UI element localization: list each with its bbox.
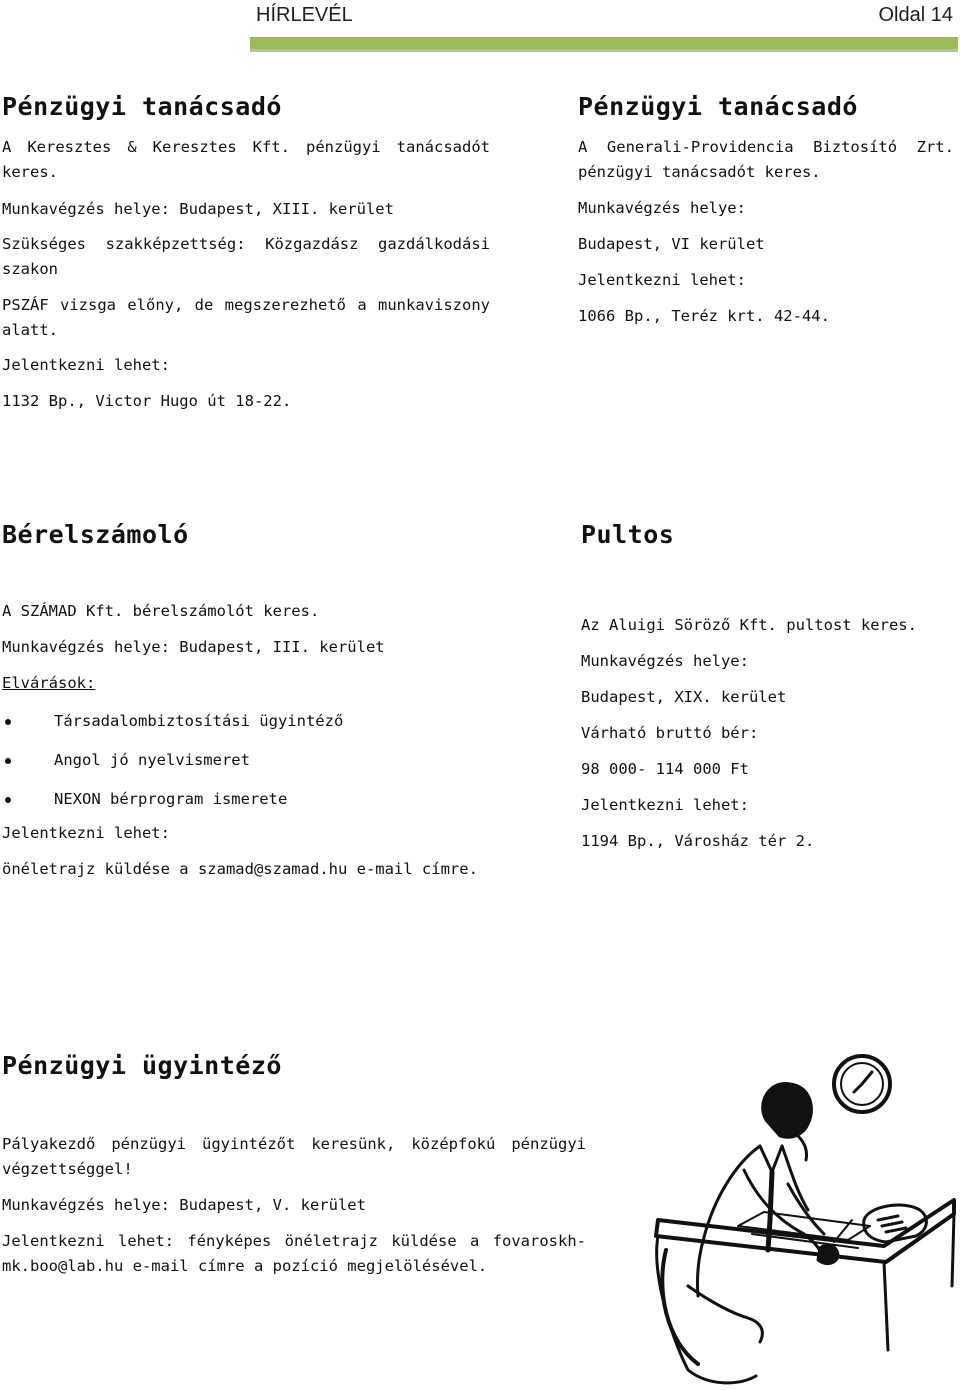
page-number: Oldal 14	[878, 4, 953, 26]
ad-requirements-list	[2, 709, 490, 812]
ad-apply-address: 1132 Bp., Victor Hugo út 18-22.	[2, 392, 292, 410]
job-ad-payroll-clerk	[2, 520, 490, 882]
newsletter-header	[0, 0, 960, 50]
list-item: NEXON bérprogram ismerete	[2, 787, 490, 812]
ad-apply-value: önéletrajz küldése a szamad@szamad.hu e-mail címre.	[2, 860, 478, 878]
ad-apply: Jelentkezni lehet: fényképes önéletrajz küldése a fovaroskh-mk.boo@lab.hu e-mail címre a pozíció megjelölésével.	[2, 1232, 586, 1275]
ad-qualification: Szükséges szakképzettség: Közgazdász gazdálkodási szakon	[2, 235, 490, 278]
office-worker-clipart-icon	[648, 1050, 960, 1388]
job-ad-financial-advisor-2	[578, 92, 954, 329]
ad-location-value: Budapest, VI kerület	[578, 235, 765, 253]
ad-intro: A SZÁMAD Kft. bérelszámolót keres.	[2, 602, 320, 620]
ad-intro: A Keresztes & Keresztes Kft. pénzügyi tanácsadót keres.	[2, 138, 490, 181]
list-item: Angol jó nyelvismeret	[2, 748, 490, 773]
ad-location-value: Budapest, XIX. kerület	[581, 688, 787, 706]
ad-title: Pénzügyi tanácsadó	[578, 92, 858, 121]
ad-location: Munkavégzés helye: Budapest, III. kerület	[2, 638, 385, 656]
newsletter-title: HÍRLEVÉL	[256, 4, 353, 26]
ad-requirements-label: Elvárások:	[2, 674, 96, 692]
ad-location: Munkavégzés helye: Budapest, V. kerület	[2, 1196, 366, 1214]
ad-title: Pénzügyi tanácsadó	[2, 92, 282, 121]
ad-salary-label: Várható bruttó bér:	[581, 724, 759, 742]
job-ad-financial-advisor-1	[2, 92, 490, 414]
ad-apply-label: Jelentkezni lehet:	[2, 824, 170, 842]
list-item: Társadalombiztosítási ügyintéző	[2, 709, 490, 734]
ad-intro: Pályakezdő pénzügyi ügyintézőt keresünk, középfokú pénzügyi végzettséggel!	[2, 1135, 586, 1178]
job-ad-financial-clerk	[2, 1051, 586, 1279]
ad-location: Munkavégzés helye: Budapest, XIII. kerület	[2, 200, 394, 218]
ad-intro: Az Aluigi Söröző Kft. pultost keres.	[581, 616, 917, 634]
ad-title: Bérelszámoló	[2, 520, 189, 549]
ad-title: Pultos	[581, 520, 675, 549]
ad-salary-value: 98 000- 114 000 Ft	[581, 760, 749, 778]
ad-apply-label: Jelentkezni lehet:	[581, 796, 749, 814]
ad-apply-address: 1194 Bp., Városház tér 2.	[581, 832, 815, 850]
ad-apply-address: 1066 Bp., Teréz krt. 42-44.	[578, 307, 830, 325]
header-accent-bar	[250, 37, 958, 49]
header-accent-bar-shadow	[250, 49, 958, 52]
ad-exam-note: PSZÁF vizsga előny, de megszerezhető a munkaviszony alatt.	[2, 296, 490, 339]
ad-apply-label: Jelentkezni lehet:	[2, 356, 170, 374]
job-ad-bartender	[581, 520, 951, 854]
ad-location-label: Munkavégzés helye:	[581, 652, 749, 670]
ad-intro: A Generali-Providencia Biztosító Zrt. pénzügyi tanácsadót keres.	[578, 138, 954, 181]
ad-location-label: Munkavégzés helye:	[578, 199, 746, 217]
ad-apply-label: Jelentkezni lehet:	[578, 271, 746, 289]
ad-title: Pénzügyi ügyintéző	[2, 1051, 282, 1080]
